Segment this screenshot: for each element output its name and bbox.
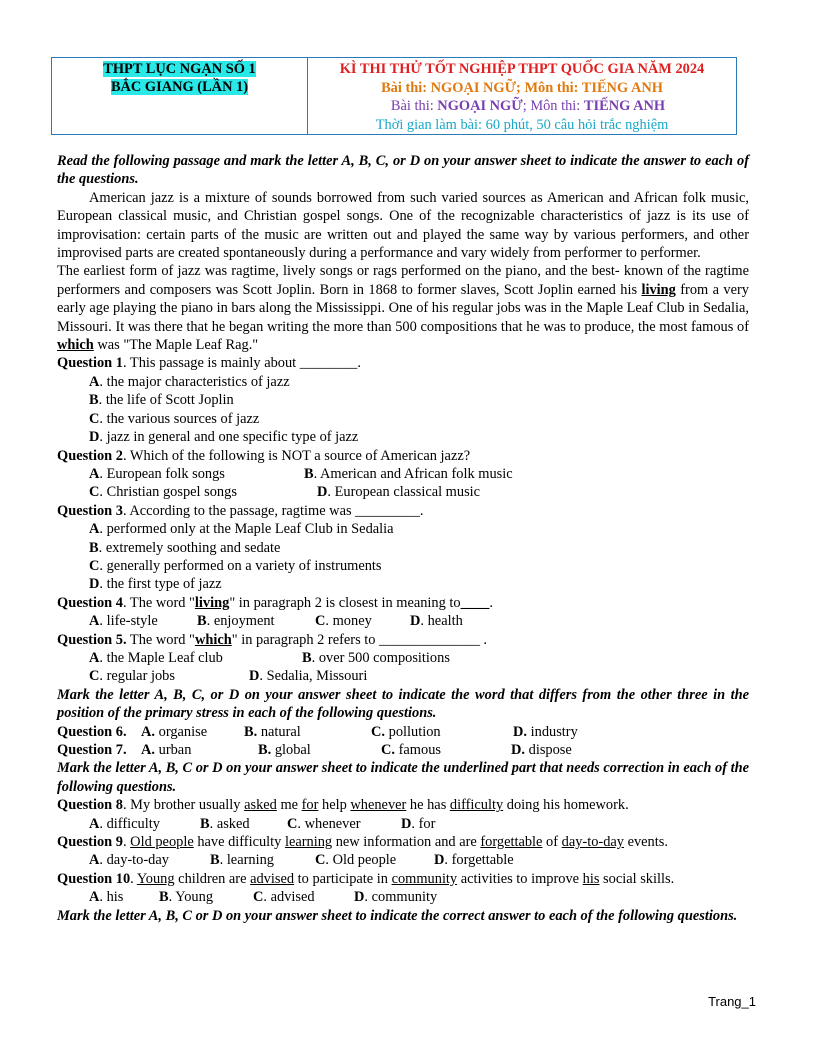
question-5: Question 5. The word "which" in paragraph 2 refers to ______________ . bbox=[57, 631, 487, 648]
reading-instruction: Read the following passage and mark the letter A, B, C, or D on your answer sheet to indicate the answer to each of the questions. bbox=[57, 153, 749, 188]
q10-option-a[interactable]: A. his bbox=[89, 889, 124, 906]
q2-option-c[interactable]: C. Christian gospel songs bbox=[89, 484, 237, 501]
q9-option-a[interactable]: A. day-to-day bbox=[89, 852, 169, 869]
q4-option-d[interactable]: D. health bbox=[410, 613, 463, 630]
q5-options-row-1 bbox=[57, 649, 749, 667]
correction-instruction: Mark the letter A, B, C or D on your answer sheet to indicate the underlined part that needs correction in each of the following questions. bbox=[57, 760, 749, 795]
q4-option-c[interactable]: C. money bbox=[315, 613, 372, 630]
q10-option-d[interactable]: D. community bbox=[354, 889, 438, 906]
q4-option-a[interactable]: A. life-style bbox=[89, 613, 158, 630]
school-location: BẮC GIANG (LẦN 1) bbox=[110, 79, 249, 95]
exam-page bbox=[57, 57, 749, 925]
exam-title: KÌ THI THỬ TỐT NGHIỆP THPT QUỐC GIA NĂM 2024 bbox=[339, 61, 705, 77]
q1-option-d[interactable]: D. jazz in general and one specific type of jazz bbox=[89, 429, 359, 446]
q10-options bbox=[57, 888, 749, 906]
q5-option-b[interactable]: B. over 500 compositions bbox=[302, 649, 450, 666]
page-number: Trang_1 bbox=[708, 994, 756, 1009]
underlined-living: living bbox=[641, 281, 676, 298]
q1-option-b[interactable]: B. the life of Scott Joplin bbox=[89, 392, 234, 409]
q7-option-b[interactable]: B. global bbox=[258, 742, 311, 758]
q8-option-b[interactable]: B. asked bbox=[200, 815, 250, 832]
q2-option-d[interactable]: D. European classical music bbox=[317, 484, 481, 501]
q9-option-c[interactable]: C. Old people bbox=[315, 852, 397, 869]
question-2: Question 2. Which of the following is NOT a source of American jazz? bbox=[57, 447, 471, 464]
q1-option-c[interactable]: C. the various sources of jazz bbox=[89, 410, 260, 427]
passage-paragraph-2: The earliest form of jazz was ragtime, lively songs or rags performed on the piano, and the best- known of the ragtime performers and composers was Scott Joplin. Born in 1868 to former slaves, Scott Joplin earned his living from a very early age playing the piano in bars along the Mississippi. One of his regular jobs was in the Maple Leaf Club in Sedalia, Missouri. It was there that he began writing the more than 500 compositions that he was to produce, the most famous of which was "The Maple Leaf Rag." bbox=[57, 263, 749, 354]
q5-options-row-2 bbox=[57, 667, 749, 685]
exam-info-cell bbox=[308, 58, 737, 135]
q7-option-c[interactable]: C. famous bbox=[381, 742, 441, 758]
q8-option-d[interactable]: D. for bbox=[401, 815, 436, 832]
q5-option-d[interactable]: D. Sedalia, Missouri bbox=[249, 668, 368, 685]
q2-options-row-2 bbox=[57, 483, 749, 501]
school-name: THPT LỤC NGẠN SỐ 1 bbox=[103, 61, 256, 77]
q9-option-d[interactable]: D. forgettable bbox=[434, 852, 514, 869]
q4-options bbox=[57, 612, 749, 630]
q7-option-d[interactable]: D. dispose bbox=[511, 742, 572, 758]
school-cell bbox=[52, 58, 308, 135]
exam-subject: Bài thi: NGOẠI NGỮ; Môn thi: TIẾNG ANH bbox=[381, 79, 663, 96]
passage-paragraph-1: American jazz is a mixture of sounds borrowed from such varied sources as American and African folk music, European classical music, and Christian gospel songs. One of the recognizable characteristics of jazz is its use of improvisation: certain parts of the music are written out and played the same way by various performers, and other improvised parts are created spontaneously during a performance and vary widely from performer to performer. bbox=[57, 189, 749, 262]
q4-option-b[interactable]: B. enjoyment bbox=[197, 613, 275, 630]
q8-option-a[interactable]: A. difficulty bbox=[89, 815, 160, 832]
question-7: Question 7. A. urban B. global C. famous D. dispose bbox=[57, 742, 572, 758]
q3-option-c[interactable]: C. generally performed on a variety of instruments bbox=[89, 557, 382, 574]
question-1: Question 1. This passage is mainly about ________. bbox=[57, 355, 361, 372]
exam-duration: Thời gian làm bài: 60 phút, 50 câu hỏi trắc nghiệm bbox=[375, 116, 669, 133]
exam-header bbox=[51, 57, 737, 135]
stress-instruction: Mark the letter A, B, C, or D on your answer sheet to indicate the word that differs from the other three in the position of the primary stress in each of the following questions. bbox=[57, 686, 749, 722]
q3-option-b[interactable]: B. extremely soothing and sedate bbox=[89, 539, 281, 556]
q5-option-c[interactable]: C. regular jobs bbox=[89, 668, 175, 685]
q6-option-b[interactable]: B. natural bbox=[244, 723, 301, 740]
q1-option-a[interactable]: A. the major characteristics of jazz bbox=[89, 373, 290, 390]
q6-option-c[interactable]: C. pollution bbox=[371, 723, 441, 740]
q9-option-b[interactable]: B. learning bbox=[210, 852, 274, 869]
exam-subject-repeat: Bài thi: NGOẠI NGỮ; Môn thi: TIẾNG ANH bbox=[390, 98, 666, 114]
q6-option-d[interactable]: D. industry bbox=[513, 723, 578, 740]
question-10: Question 10. Young children are advised to participate in community activities to improve his social skills. bbox=[57, 870, 675, 887]
underlined-which: which bbox=[57, 337, 94, 354]
q3-option-a[interactable]: A. performed only at the Maple Leaf Club in Sedalia bbox=[89, 521, 394, 538]
question-3: Question 3. According to the passage, ragtime was _________. bbox=[57, 502, 424, 519]
q7-option-a[interactable]: A. urban bbox=[141, 742, 192, 758]
q2-options-row-1 bbox=[57, 465, 749, 483]
q9-options bbox=[57, 851, 749, 869]
q3-option-d[interactable]: D. the first type of jazz bbox=[89, 576, 222, 593]
q2-option-b[interactable]: B. American and African folk music bbox=[304, 465, 513, 482]
q2-option-a[interactable]: A. European folk songs bbox=[89, 465, 225, 482]
q6-option-a[interactable]: A. organise bbox=[141, 723, 208, 740]
correct-answer-instruction: Mark the letter A, B, C or D on your answer sheet to indicate the correct answer to each of the following questions. bbox=[57, 907, 738, 924]
question-8: Question 8. My brother usually asked me for help whenever he has difficulty doing his homework. bbox=[57, 797, 629, 814]
q10-option-c[interactable]: C. advised bbox=[253, 889, 315, 906]
q10-option-b[interactable]: B. Young bbox=[159, 889, 214, 906]
q8-options bbox=[57, 815, 749, 833]
q5-option-a[interactable]: A. the Maple Leaf club bbox=[89, 649, 223, 666]
question-9: Question 9. Old people have difficulty learning new information and are forgettable of day-to-day events. bbox=[57, 834, 668, 851]
q8-option-c[interactable]: C. whenever bbox=[287, 815, 361, 832]
question-6: Question 6. A. organise B. natural C. pollution D. industry bbox=[57, 723, 578, 740]
question-4: Question 4. The word "living" in paragraph 2 is closest in meaning to____. bbox=[57, 594, 493, 611]
